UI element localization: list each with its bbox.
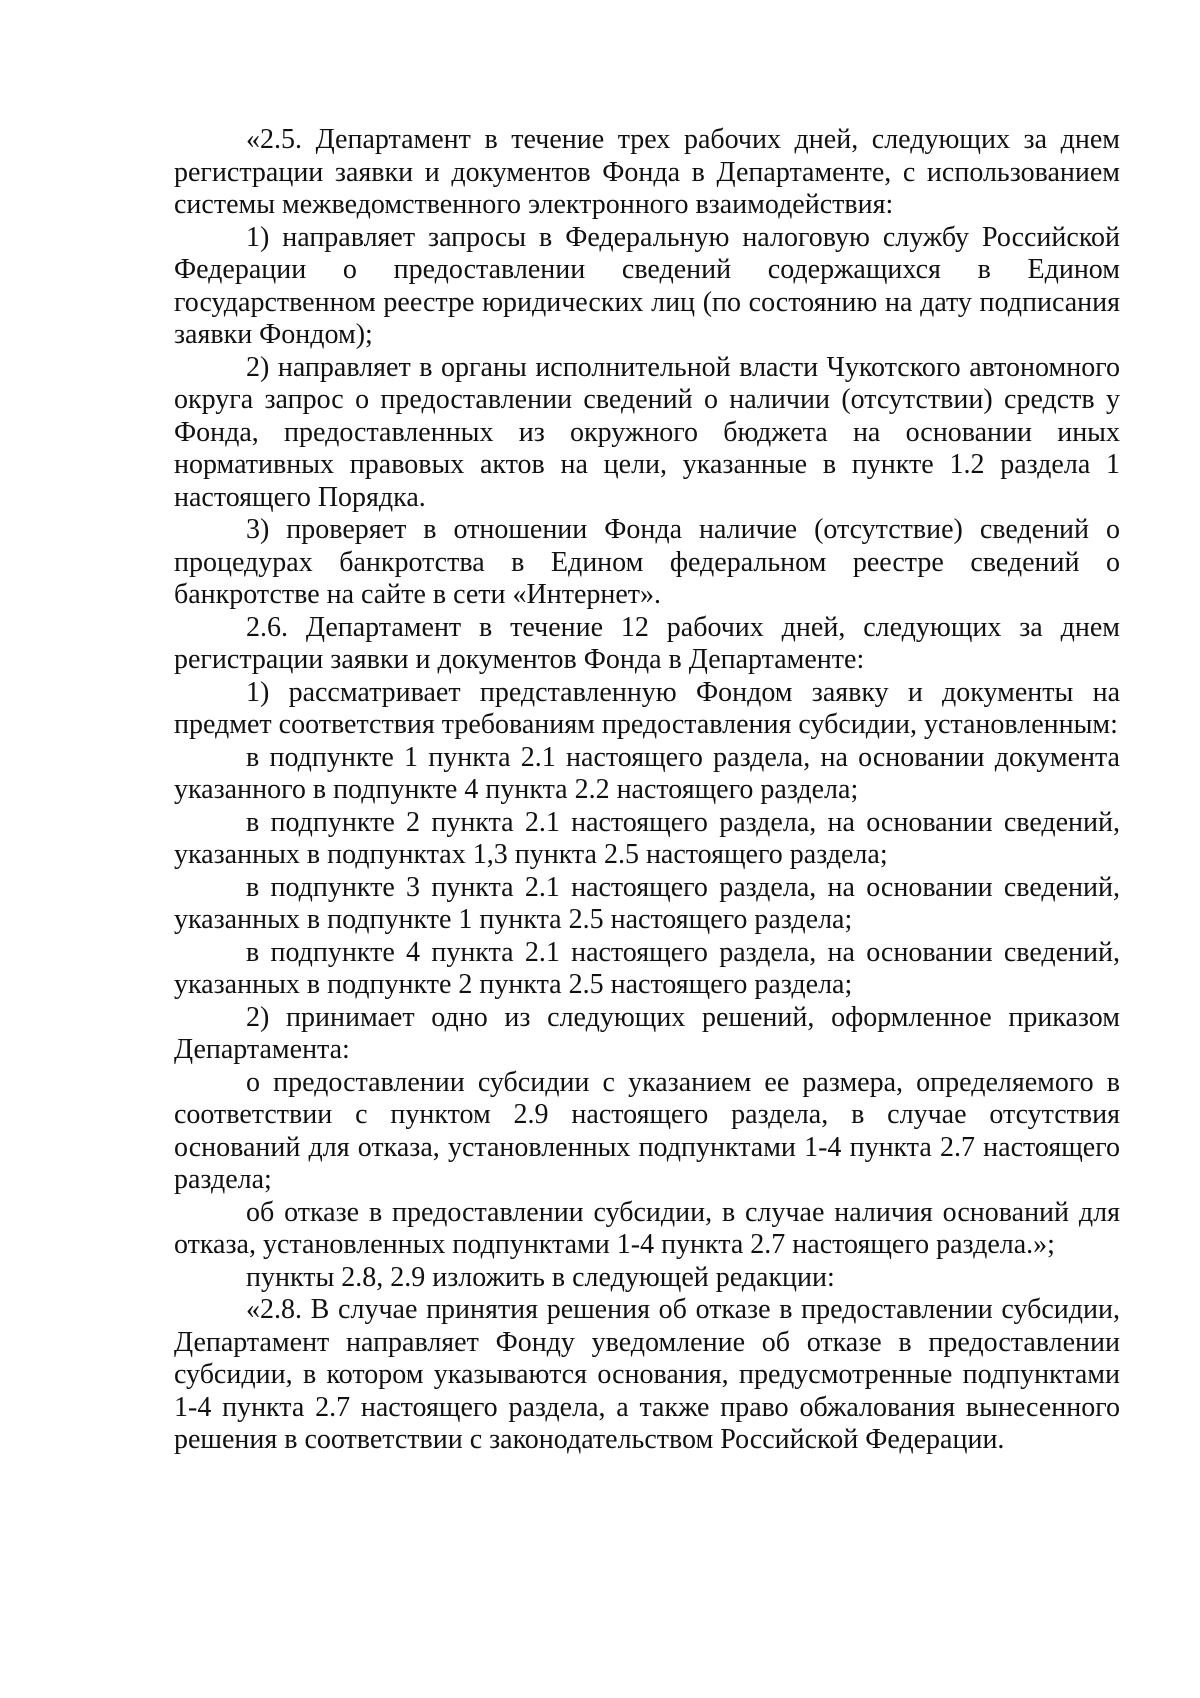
paragraph-subitem-1: в подпункте 1 пункта 2.1 настоящего раздела, на основании документа указанного в подпункте 4 пункта 2.2 настоящего раздела; [174, 741, 1120, 805]
paragraph-subitem-4: в подпункте 4 пункта 2.1 настоящего раздела, на основании сведений, указанных в подпункте 2 пункта 2.5 настоящего раздела; [174, 936, 1120, 1000]
paragraph-2-5: «2.5. Департамент в течение трех рабочих дней, следующих за днем регистрации заявки и документов Фонда в Департаменте, с использованием системы межведомственного электронного взаимодействия: [174, 124, 1120, 220]
paragraph-subitem-3: в подпункте 3 пункта 2.1 настоящего раздела, на основании сведений, указанных в подпункте 1 пункта 2.5 настоящего раздела; [174, 871, 1120, 935]
document-body [174, 124, 1120, 1457]
paragraph-2-6-item-1: 1) рассматривает представленную Фондом заявку и документы на предмет соответствия требованиям предоставления субсидии, установленным: [174, 676, 1120, 740]
paragraph-decision-refuse: об отказе в предоставлении субсидии, в случае наличия оснований для отказа, установленных подпунктами 1-4 пункта 2.7 настоящего раздела.»; [174, 1196, 1120, 1260]
paragraph-2-8: «2.8. В случае принятия решения об отказе в предоставлении субсидии, Департамент направляет Фонду уведомление об отказе в предоставлении субсидии, в котором указываются основания, предусмотренные подпунктами 1-4 пункта 2.7 настоящего раздела, а также право обжалования вынесенного решения в соответствии с законодательством Российской Федерации. [174, 1294, 1120, 1455]
paragraph-decision-grant: о предоставлении субсидии с указанием ее размера, определяемого в соответствии с пунктом 2.9 настоящего раздела, в случае отсутствия оснований для отказа, установленных подпунктами 1-4 пункта 2.7 настоящего раздела; [174, 1066, 1120, 1195]
paragraph-2-5-item-1: 1) направляет запросы в Федеральную налоговую службу Российской Федерации о предоставлении сведений содержащихся в Едином государственном реестре юридических лиц (по состоянию на дату подписания заявки Фондом); [174, 221, 1120, 350]
paragraph-2-5-item-2: 2) направляет в органы исполнительной власти Чукотского автономного округа запрос о предоставлении сведений о наличии (отсутствии) средств у Фонда, предоставленных из окружного бюджета на основании иных нормативных правовых актов на цели, указанные в пункте 1.2 раздела 1 настоящего Порядка. [174, 351, 1120, 513]
paragraph-amendment-note: пункты 2.8, 2.9 изложить в следующей редакции: [246, 1261, 835, 1293]
paragraph-subitem-2: в подпункте 2 пункта 2.1 настоящего раздела, на основании сведений, указанных в подпунктах 1,3 пункта 2.5 настоящего раздела; [174, 806, 1120, 870]
paragraph-2-5-item-3: 3) проверяет в отношении Фонда наличие (отсутствие) сведений о процедурах банкротства в Едином федеральном реестре сведений о банкротстве на сайте в сети «Интернет». [174, 514, 1120, 610]
paragraph-2-6: 2.6. Департамент в течение 12 рабочих дней, следующих за днем регистрации заявки и документов Фонда в Департаменте: [174, 611, 1120, 675]
paragraph-2-6-item-2: 2) принимает одно из следующих решений, оформленное приказом Департамента: [174, 1001, 1120, 1065]
